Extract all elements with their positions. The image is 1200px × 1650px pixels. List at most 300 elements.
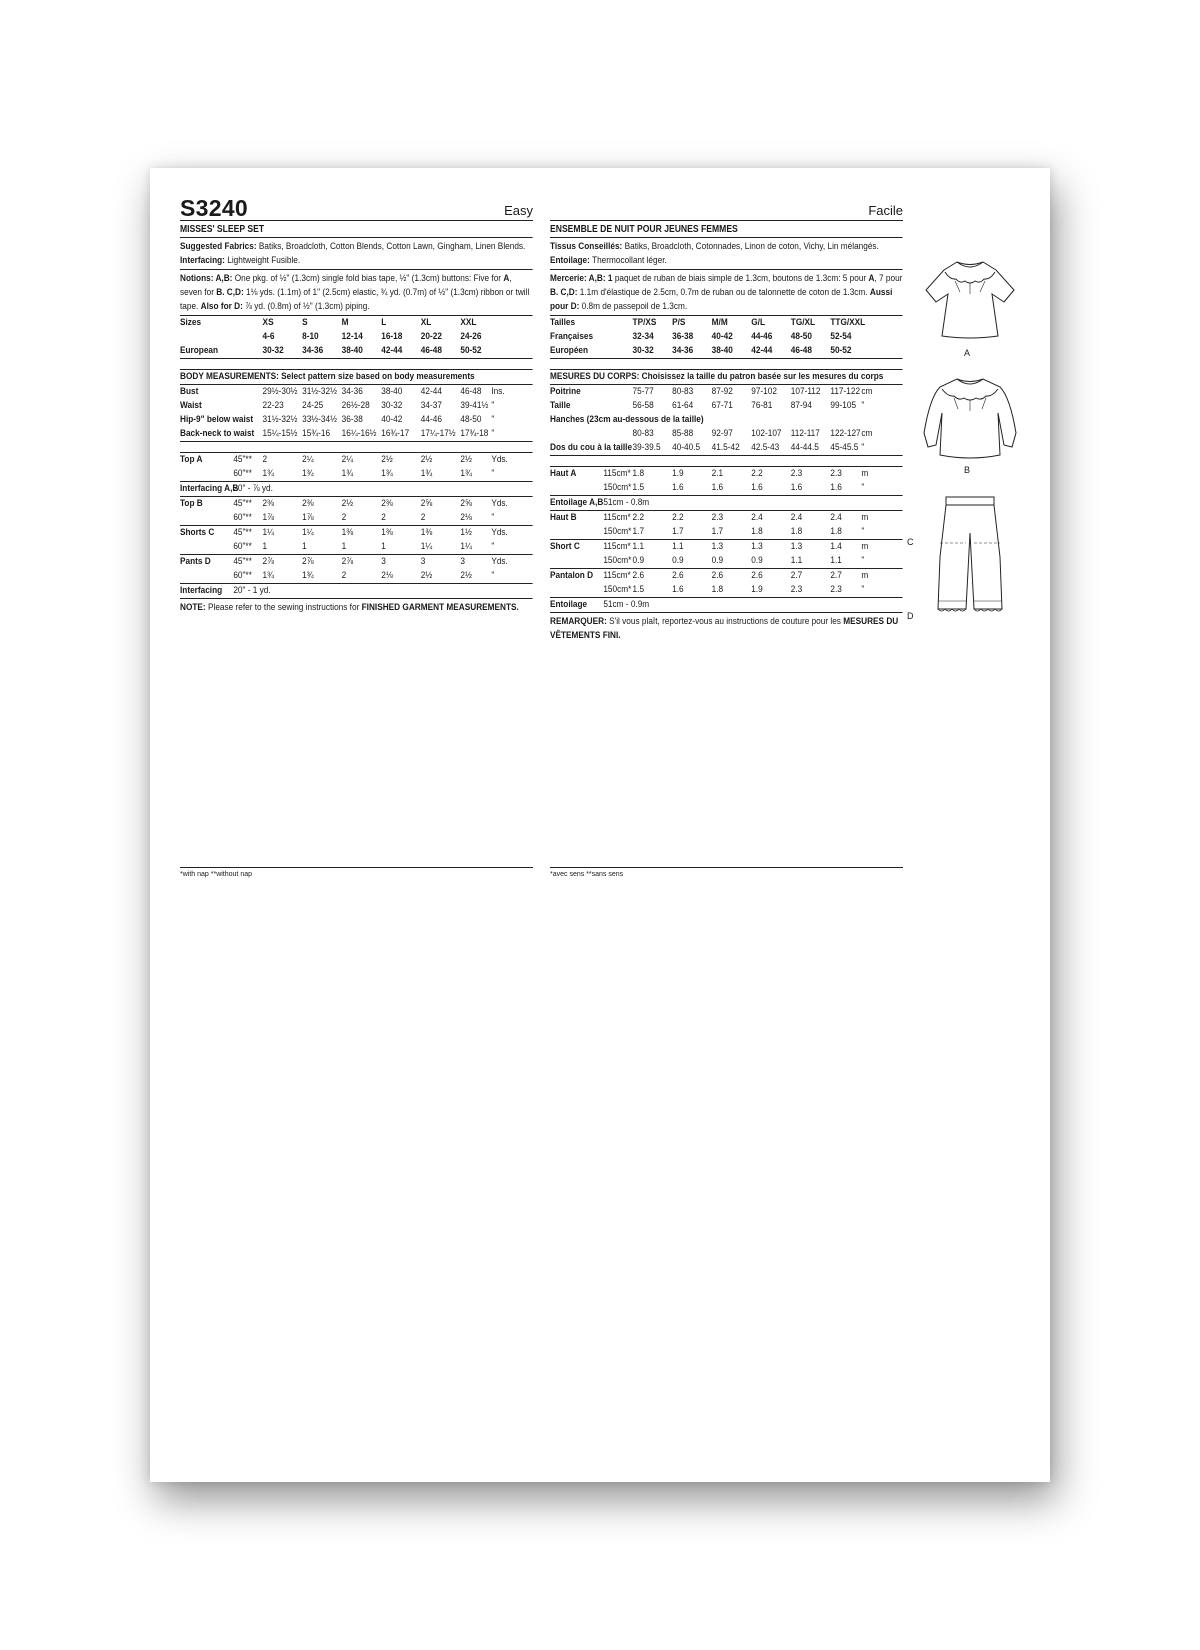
table-cell: 40-40.5 xyxy=(672,442,701,453)
table-cell: 1.1 xyxy=(632,541,645,552)
table-cell: 20-22 xyxy=(420,331,442,342)
table-cell: Taille xyxy=(550,400,571,411)
table-cell: 48-50 xyxy=(790,331,812,342)
table-cell: 1.8 xyxy=(751,526,763,537)
table-cell: 2.1 xyxy=(711,468,724,479)
table-cell: Entoilage xyxy=(550,599,588,610)
body-measurement-row xyxy=(550,399,903,413)
table-cell: 1¾ xyxy=(262,468,275,479)
yardage-row xyxy=(180,467,533,482)
table-cell: 1.6 xyxy=(751,482,763,493)
table-cell: " xyxy=(491,428,495,439)
table-cell: 2 xyxy=(420,512,426,523)
table-cell: 1.6 xyxy=(672,584,684,595)
table-cell: 2.3 xyxy=(830,584,842,595)
table-cell: 1.8 xyxy=(790,526,803,537)
table-cell: 60"** xyxy=(233,570,252,581)
table-cell: 87-94 xyxy=(790,400,812,411)
table-cell: 2.2 xyxy=(751,468,763,479)
table-cell: 76-81 xyxy=(751,400,773,411)
pattern-envelope-back xyxy=(150,168,1050,1482)
table-cell: 75-77 xyxy=(632,386,654,397)
table-cell: 1.1 xyxy=(790,555,803,566)
table-cell: 1¼ xyxy=(302,527,314,538)
table-cell: 22-23 xyxy=(262,400,284,411)
table-cell: 1¼ xyxy=(262,527,275,538)
table-cell: 2.4 xyxy=(790,512,803,523)
table-cell: 1¾ xyxy=(381,468,393,479)
table-cell: 1¾ xyxy=(420,468,433,479)
table-cell: 42.5-43 xyxy=(751,442,780,453)
yardage-row xyxy=(180,511,533,526)
table-cell: 30-32 xyxy=(262,345,284,356)
table-cell: m xyxy=(861,570,869,581)
table-cell: 1¾ xyxy=(262,570,275,581)
table-cell: m xyxy=(861,512,869,523)
table-cell: 17¾-18 xyxy=(460,428,489,439)
table-cell: 48-50 xyxy=(460,414,482,425)
table-cell: 122-127 xyxy=(830,428,861,439)
table-cell: 1½ xyxy=(460,527,472,538)
notions-fr: Mercerie: A,B: 1 paquet de ruban de biais simple de 1.3cm, boutons de 1.3cm: 5 pour A, 7 pour B. C,D: 1.1m d'élastique de 2.5cm, 0.7m de ruban ou de talonnette de coton de 1.3cm. Aussi pour D: 0.8m de passepoil de 1.3cm. xyxy=(550,270,903,316)
table-cell: 2.4 xyxy=(751,512,763,523)
body-measurements-heading-fr: MESURES DU CORPS: Choisissez la taille du patron basée sur les mesures du corps xyxy=(550,370,903,385)
table-cell: 2.6 xyxy=(711,570,724,581)
table-cell: 1.6 xyxy=(830,482,842,493)
table-cell: 115cm* xyxy=(603,468,631,479)
table-cell: Top B xyxy=(180,498,203,509)
table-cell: 42-44 xyxy=(751,345,773,356)
english-column xyxy=(180,195,533,878)
table-cell: 44-46 xyxy=(420,414,442,425)
table-cell: M/M xyxy=(711,317,728,328)
table-cell: m xyxy=(861,468,869,479)
table-cell: Waist xyxy=(180,400,202,411)
table-cell: 2.4 xyxy=(830,512,842,523)
sizes-fr-row xyxy=(550,330,903,344)
yardage-table xyxy=(180,453,533,599)
table-cell: 1¾ xyxy=(302,570,314,581)
table-cell: 2⅜ xyxy=(381,498,393,509)
table-cell: 42-44 xyxy=(381,345,403,356)
table-cell: 46-48 xyxy=(790,345,812,356)
table-cell: 2½ xyxy=(460,454,472,465)
table-cell: 45-45.5 xyxy=(830,442,859,453)
table-cell: XS xyxy=(262,317,274,328)
table-cell: 1.8 xyxy=(830,526,842,537)
table-cell: 20" - ⅞ yd. xyxy=(233,483,273,494)
table-cell: 2¼ xyxy=(302,454,314,465)
yardage-row xyxy=(180,526,533,540)
table-cell: 2.2 xyxy=(672,512,684,523)
view-label-a: A xyxy=(964,348,971,358)
table-cell: 2⅜ xyxy=(302,498,314,509)
yardage-row xyxy=(550,511,903,525)
table-cell: 1.6 xyxy=(672,482,684,493)
table-cell: 50-52 xyxy=(460,345,482,356)
table-cell: 2½ xyxy=(381,454,393,465)
table-cell: 1⅜ xyxy=(341,527,354,538)
table-cell: cm xyxy=(861,386,873,397)
table-cell: 46-48 xyxy=(420,345,442,356)
table-cell: 2 xyxy=(381,512,386,523)
table-cell: 1.1 xyxy=(830,555,842,566)
table-cell: 1⅞ xyxy=(262,512,275,523)
yardage-row xyxy=(550,583,903,598)
table-cell: 60"** xyxy=(233,512,252,523)
table-cell: 1.3 xyxy=(711,541,724,552)
yardage-row xyxy=(550,569,903,583)
table-cell: 1.6 xyxy=(711,482,724,493)
table-cell: 115cm* xyxy=(603,570,631,581)
table-cell: 1⅜ xyxy=(420,527,433,538)
table-cell: 45"** xyxy=(233,454,252,465)
table-cell: Pants D xyxy=(180,556,211,567)
table-cell: Haut A xyxy=(550,468,577,479)
table-cell: Short C xyxy=(550,541,580,552)
table-cell: 0.9 xyxy=(672,555,684,566)
table-cell: Hanches (23cm au-dessous de la taille) xyxy=(550,414,704,425)
table-cell: 1.3 xyxy=(751,541,763,552)
table-cell: 2.7 xyxy=(790,570,803,581)
table-cell: 2 xyxy=(341,512,347,523)
table-cell: Shorts C xyxy=(180,527,215,538)
table-cell: Dos du cou à la taille xyxy=(550,442,633,453)
yardage-row xyxy=(550,496,903,511)
table-cell: 50-52 xyxy=(830,345,852,356)
body-measurement-row xyxy=(550,441,903,455)
table-cell: 1.7 xyxy=(711,526,724,537)
table-cell: 1¾ xyxy=(302,468,314,479)
table-cell: 1 xyxy=(381,541,386,552)
table-cell: 2½ xyxy=(460,570,472,581)
table-cell: 150cm* xyxy=(603,555,632,566)
yardage-row xyxy=(180,497,533,511)
table-cell: 2.6 xyxy=(751,570,763,581)
table-cell: " xyxy=(861,442,865,453)
table-cell: G/L xyxy=(751,317,765,328)
yardage-row xyxy=(180,569,533,584)
table-cell: 1.9 xyxy=(672,468,684,479)
table-cell: 30-32 xyxy=(632,345,654,356)
table-cell: 16¾-17 xyxy=(381,428,410,439)
table-cell: Yds. xyxy=(491,498,508,509)
table-cell: 34-36 xyxy=(672,345,694,356)
table-cell: 45"** xyxy=(233,498,252,509)
table-cell: 40-42 xyxy=(711,331,733,342)
table-cell: 56-58 xyxy=(632,400,654,411)
table-cell: 44-44.5 xyxy=(790,442,819,453)
table-cell: 1 xyxy=(302,541,307,552)
table-cell: 34-36 xyxy=(341,386,363,397)
sizes-header-row xyxy=(180,316,533,330)
table-cell: 1¼ xyxy=(420,541,433,552)
view-cd-illustration xyxy=(907,493,1020,628)
yardage-row xyxy=(180,540,533,555)
body-measurement-row xyxy=(180,399,533,413)
table-cell: Yds. xyxy=(491,556,508,567)
table-cell: 112-117 xyxy=(790,428,820,439)
table-cell: 115cm* xyxy=(603,512,631,523)
sizes-european-row xyxy=(180,344,533,358)
table-cell: 2⅞ xyxy=(302,556,314,567)
table-cell: 2.2 xyxy=(632,512,645,523)
table-cell: P/S xyxy=(672,317,686,328)
table-cell: 2⅞ xyxy=(341,556,354,567)
table-cell: 99-105 xyxy=(830,400,857,411)
table-cell: 34-37 xyxy=(420,400,442,411)
table-cell: 51cm - 0.9m xyxy=(603,599,650,610)
table-cell: 4-6 xyxy=(262,331,275,342)
table-cell: 85-88 xyxy=(672,428,694,439)
sizes-header-row xyxy=(550,316,903,330)
yardage-row xyxy=(550,467,903,481)
table-cell: 31½-32½ xyxy=(302,386,337,397)
table-cell: 30-32 xyxy=(381,400,403,411)
table-cell: 15¾-16 xyxy=(302,428,331,439)
table-cell: 2 xyxy=(341,570,347,581)
table-cell: 45"** xyxy=(233,527,252,538)
table-cell: 2½ xyxy=(341,498,354,509)
suggested-fabrics-fr: Tissus Conseillés: Batiks, Broadcloth, Cotonnades, Linon de coton, Vichy, Lin mélangés. Entoilage: Thermocollant léger. xyxy=(550,238,903,270)
table-cell: m xyxy=(861,541,869,552)
table-cell: " xyxy=(491,541,495,552)
view-a-illustration xyxy=(920,250,1020,358)
yardage-row xyxy=(180,482,533,497)
table-cell: 150cm* xyxy=(603,584,632,595)
table-cell: XL xyxy=(420,317,432,328)
table-cell: 51cm - 0.8m xyxy=(603,497,650,508)
table-cell: 1.4 xyxy=(830,541,842,552)
footnote-fr: *avec sens **sans sens xyxy=(550,867,903,880)
table-cell: Pantalon D xyxy=(550,570,594,581)
size-chart-fr xyxy=(550,316,903,359)
body-measurement-row xyxy=(550,413,903,427)
table-cell: Sizes xyxy=(180,317,202,328)
table-cell: " xyxy=(861,482,865,493)
table-cell: 1 xyxy=(262,541,268,552)
table-cell: 0.9 xyxy=(632,555,645,566)
yardage-row xyxy=(180,453,533,467)
table-cell: Tailles xyxy=(550,317,576,328)
table-cell: 29½-30½ xyxy=(262,386,298,397)
table-cell: 0.9 xyxy=(711,555,724,566)
yardage-table-fr xyxy=(550,467,903,613)
table-cell: 2.3 xyxy=(830,468,842,479)
body-measurement-row xyxy=(180,427,533,441)
table-cell: 2.6 xyxy=(632,570,645,581)
table-cell: 1.5 xyxy=(632,584,645,595)
table-cell: Interfacing xyxy=(180,585,223,596)
table-cell: 1.8 xyxy=(632,468,645,479)
pattern-title: MISSES' SLEEP SET xyxy=(180,221,533,238)
table-cell: 2⅛ xyxy=(460,512,472,523)
table-cell: " xyxy=(861,526,865,537)
table-cell: 17¼-17½ xyxy=(420,428,456,439)
table-cell: Yds. xyxy=(491,527,508,538)
table-cell: 1⅜ xyxy=(381,527,393,538)
table-cell: 2⅛ xyxy=(381,570,393,581)
table-cell: 20" - 1 yd. xyxy=(233,585,271,596)
table-cell: 38-40 xyxy=(341,345,363,356)
body-measurements-table-fr xyxy=(550,385,903,456)
table-cell: 38-40 xyxy=(381,386,403,397)
yardage-row xyxy=(180,584,533,599)
table-cell: " xyxy=(861,555,865,566)
body-measurement-row xyxy=(550,427,903,441)
yardage-row xyxy=(550,525,903,540)
body-measurements-heading: BODY MEASUREMENTS: Select pattern size based on body measurements xyxy=(180,370,533,385)
table-cell: " xyxy=(861,400,865,411)
table-cell: XXL xyxy=(460,317,477,328)
table-cell: 1.9 xyxy=(751,584,763,595)
table-cell: 1.5 xyxy=(632,482,645,493)
difficulty-label-fr: Facile xyxy=(868,203,903,218)
table-cell: 150cm* xyxy=(603,526,632,537)
table-cell: 31½-32½ xyxy=(262,414,298,425)
table-cell: TG/XL xyxy=(790,317,816,328)
table-cell: 87-92 xyxy=(711,386,733,397)
table-cell: 2⅜ xyxy=(262,498,275,509)
table-cell: 2 xyxy=(262,454,268,465)
table-cell: Top A xyxy=(180,454,203,465)
table-cell: 1.7 xyxy=(632,526,645,537)
note: NOTE: Please refer to the sewing instructions for FINISHED GARMENT MEASUREMENTS. xyxy=(180,602,519,613)
difficulty-label: Easy xyxy=(504,203,533,218)
table-cell: 1¾ xyxy=(341,468,354,479)
table-cell: Françaises xyxy=(550,331,594,342)
table-cell: 41.5-42 xyxy=(711,442,740,453)
table-cell: 16¼-16½ xyxy=(341,428,377,439)
yardage-row xyxy=(550,481,903,496)
table-cell: 39-41½ xyxy=(460,400,489,411)
table-cell: " xyxy=(491,414,495,425)
body-measurement-row xyxy=(550,385,903,399)
table-cell: 150cm* xyxy=(603,482,632,493)
table-cell: 33½-34½ xyxy=(302,414,337,425)
table-cell: 3 xyxy=(381,556,386,567)
view-label-b: B xyxy=(964,465,971,475)
table-cell: S xyxy=(302,317,308,328)
notions: Notions: A,B: One pkg. of ½" (1.3cm) single fold bias tape, ½" (1.3cm) buttons: Five for A, seven for B. C,D: 1⅛ yds. (1.1m) of 1" (2.5cm) elastic, ¾ yd. (0.7m) of ½" (1.3cm) ribbon or twill tape. Also for D: ⅞ yd. (0.8m) of ½" (1.3cm) piping. xyxy=(180,270,533,316)
french-column xyxy=(550,196,903,878)
table-cell: Yds. xyxy=(491,454,508,465)
sizes-european-row xyxy=(550,344,903,358)
table-cell: 26½-28 xyxy=(341,400,370,411)
table-cell: Back-neck to waist xyxy=(180,428,255,439)
table-cell: 40-42 xyxy=(381,414,403,425)
table-cell: 2⅞ xyxy=(262,556,275,567)
table-cell: 1.3 xyxy=(790,541,803,552)
table-cell: 3 xyxy=(460,556,465,567)
table-cell: TP/XS xyxy=(632,317,657,328)
table-cell: 44-46 xyxy=(751,331,773,342)
table-cell: 1 xyxy=(341,541,347,552)
table-cell: cm xyxy=(861,428,873,439)
pattern-title-fr: ENSEMBLE DE NUIT POUR JEUNES FEMMES xyxy=(550,221,903,238)
table-cell: 1.7 xyxy=(672,526,684,537)
table-cell: TTG/XXL xyxy=(830,317,866,328)
table-cell: " xyxy=(491,570,495,581)
table-cell: " xyxy=(861,584,865,595)
table-cell: 38-40 xyxy=(711,345,733,356)
table-cell: 61-64 xyxy=(672,400,694,411)
table-cell: Hip-9" below waist xyxy=(180,414,254,425)
table-cell: " xyxy=(491,400,495,411)
table-cell: 52-54 xyxy=(830,331,852,342)
table-cell: 102-107 xyxy=(751,428,782,439)
table-cell: European xyxy=(180,345,219,356)
body-measurements-table xyxy=(180,385,533,442)
table-cell: 80-83 xyxy=(632,428,654,439)
size-chart xyxy=(180,316,533,359)
table-cell: 1¼ xyxy=(460,541,472,552)
table-cell: 2⅝ xyxy=(420,498,433,509)
suggested-fabrics: Suggested Fabrics: Batiks, Broadcloth, Cotton Blends, Cotton Lawn, Gingham, Linen Blends. Interfacing: Lightweight Fusible. xyxy=(180,238,533,270)
table-cell: 1.6 xyxy=(790,482,803,493)
table-cell: 115cm* xyxy=(603,541,631,552)
table-cell: Ins. xyxy=(491,386,505,397)
yardage-row xyxy=(180,555,533,569)
table-cell: 1¾ xyxy=(460,468,472,479)
yardage-row xyxy=(550,598,903,613)
table-cell: 12-14 xyxy=(341,331,363,342)
table-cell: 60"** xyxy=(233,541,252,552)
table-cell: 2.3 xyxy=(790,584,803,595)
table-cell: 1.1 xyxy=(672,541,684,552)
table-cell: 2¼ xyxy=(341,454,354,465)
yardage-row xyxy=(550,540,903,554)
table-cell: 97-102 xyxy=(751,386,777,397)
body-measurement-row xyxy=(180,413,533,427)
table-cell: 36-38 xyxy=(672,331,694,342)
sizes-range-row xyxy=(180,330,533,344)
table-cell: Entoilage A,B xyxy=(550,497,604,508)
table-cell: Bust xyxy=(180,386,199,397)
table-cell: 2.7 xyxy=(830,570,842,581)
table-cell: 2½ xyxy=(420,454,433,465)
table-cell: 16-18 xyxy=(381,331,403,342)
table-cell: 36-38 xyxy=(341,414,363,425)
table-cell: 1⅞ xyxy=(302,512,314,523)
table-cell: 39-39.5 xyxy=(632,442,661,453)
table-cell: Poitrine xyxy=(550,386,581,397)
view-label-c: C xyxy=(907,537,914,547)
table-cell: 107-112 xyxy=(790,386,821,397)
table-cell: 60"** xyxy=(233,468,252,479)
table-cell: Européen xyxy=(550,345,589,356)
table-cell: 42-44 xyxy=(420,386,442,397)
table-cell: Interfacing A,B xyxy=(180,483,239,494)
note-fr: REMARQUER: S'il vous plaît, reportez-vous au instructions de couture pour les MESURES DU VÊTEMENTS FINI. xyxy=(550,616,899,641)
view-label-d: D xyxy=(907,611,914,621)
table-cell: 2⅝ xyxy=(460,498,472,509)
footnote: *with nap **without nap xyxy=(180,867,533,880)
table-cell: 32-34 xyxy=(632,331,654,342)
table-cell: 3 xyxy=(420,556,426,567)
table-cell: Haut B xyxy=(550,512,577,523)
table-cell: 8-10 xyxy=(302,331,319,342)
pattern-number: S3240 xyxy=(180,195,249,221)
body-measurement-row xyxy=(180,385,533,399)
table-cell: 45"** xyxy=(233,556,252,567)
table-cell: " xyxy=(491,468,495,479)
table-cell: 46-48 xyxy=(460,386,482,397)
table-cell: M xyxy=(341,317,349,328)
table-cell: 2½ xyxy=(420,570,433,581)
table-cell: 24-25 xyxy=(302,400,324,411)
table-cell: 80-83 xyxy=(672,386,694,397)
